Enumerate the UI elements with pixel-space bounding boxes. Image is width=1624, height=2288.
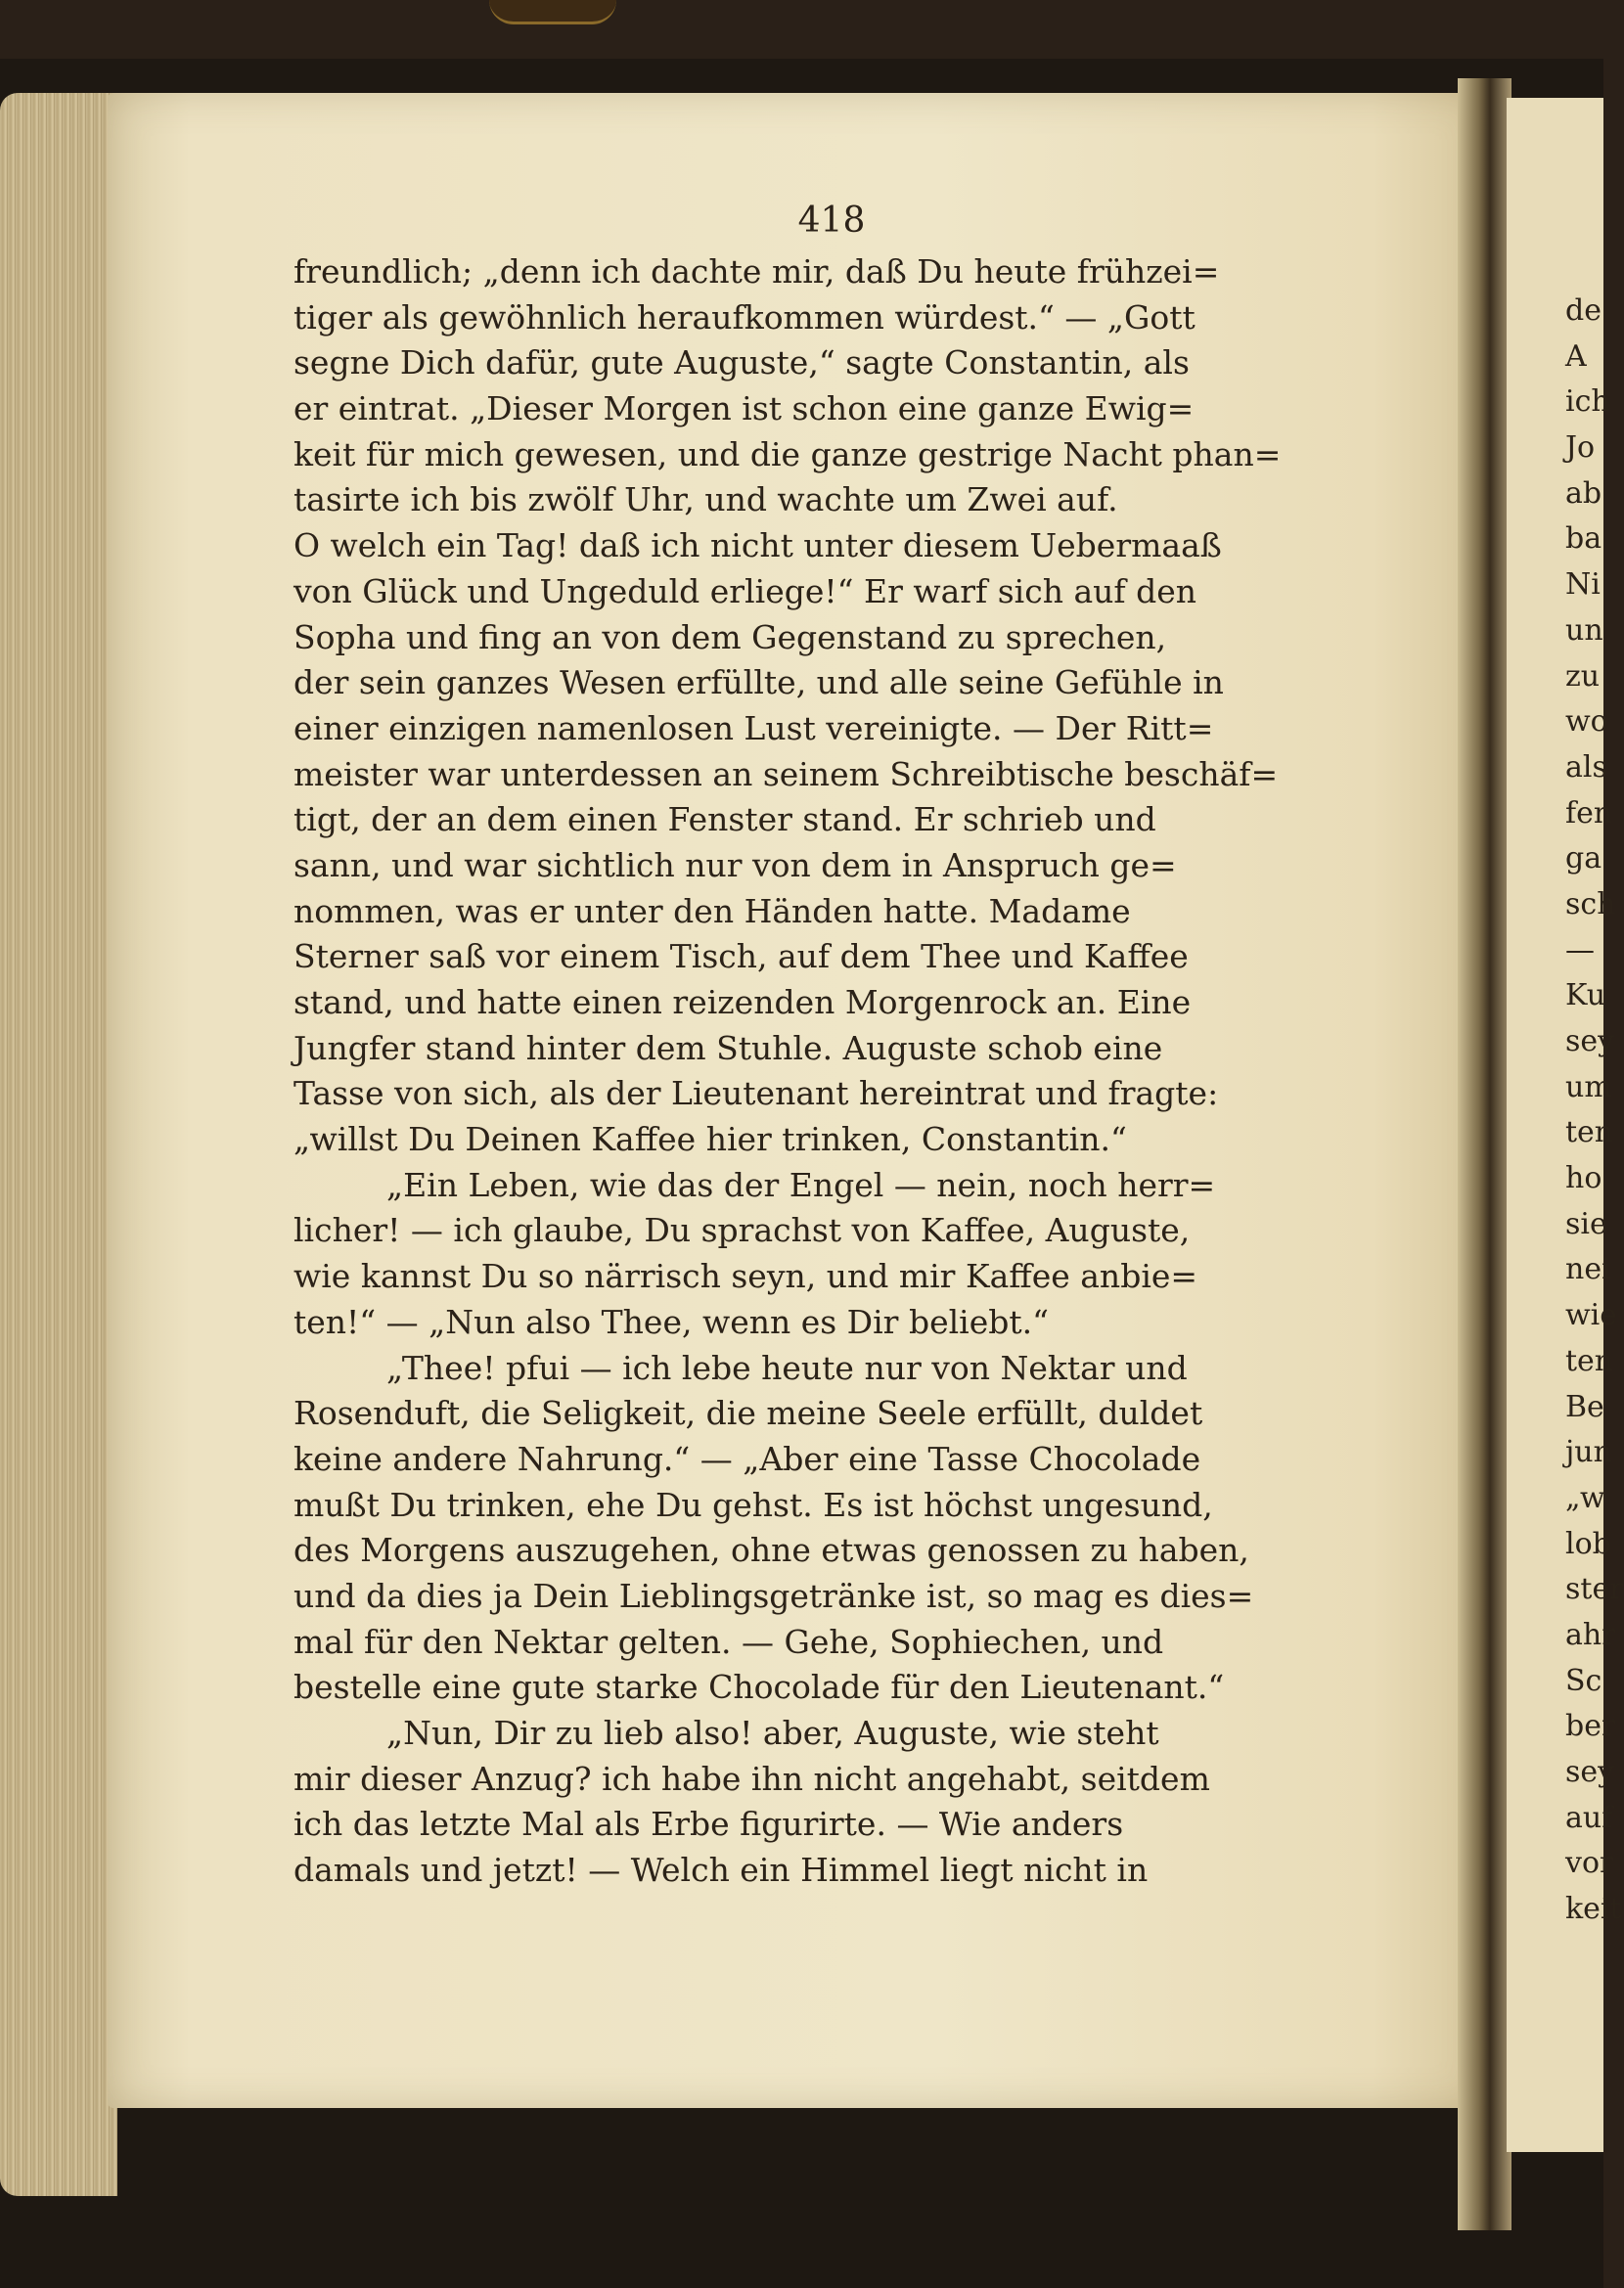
text-line: nommen, was er unter den Händen hatte. Madame bbox=[293, 891, 1131, 930]
right-page-fragment: als bbox=[1565, 749, 1607, 785]
text-line: von Glück und Ungeduld erliege!“ Er warf sich auf den bbox=[293, 571, 1197, 610]
right-page-fragment: ga bbox=[1565, 841, 1602, 876]
body-text bbox=[293, 249, 1370, 1894]
right-page-fragment: ten bbox=[1565, 1343, 1614, 1378]
text-line: Jungfer stand hinter dem Stuhle. Auguste schob eine bbox=[293, 1028, 1163, 1067]
right-page-fragment: lob bbox=[1565, 1526, 1611, 1561]
right-page-fragment: ster bbox=[1565, 1572, 1624, 1607]
text-line: ich das letzte Mal als Erbe figurirte. — Wie anders bbox=[293, 1805, 1124, 1844]
text-line: „Thee! pfui — ich lebe heute nur von Nektar und bbox=[386, 1348, 1188, 1387]
right-page-fragment: zu bbox=[1565, 658, 1601, 694]
text-line: mal für den Nektar gelten. — Gehe, Sophiechen, und bbox=[293, 1622, 1164, 1661]
page-edges bbox=[0, 93, 117, 2196]
right-page-fragment: Ku bbox=[1565, 978, 1606, 1013]
text-line: und da dies ja Dein Lieblingsgetränke ist, so mag es dies= bbox=[293, 1576, 1254, 1615]
text-line: licher! — ich glaube, Du sprachst von Kaffee, Auguste, bbox=[293, 1211, 1191, 1250]
text-line: ten!“ — „Nun also Thee, wenn es Dir beliebt.“ bbox=[293, 1302, 1049, 1341]
text-line: keine andere Nahrung.“ — „Aber eine Tasse Chocolade bbox=[293, 1439, 1201, 1478]
right-page-fragment: un bbox=[1565, 612, 1603, 648]
right-page-fragment: wie bbox=[1565, 1298, 1618, 1333]
right-page-fragment: „w bbox=[1565, 1480, 1605, 1515]
text-line: „Ein Leben, wie das der Engel — nein, noch herr= bbox=[386, 1165, 1216, 1204]
right-page-text bbox=[1565, 289, 1624, 1933]
right-page-fragment: sey bbox=[1565, 1755, 1615, 1789]
text-line: tiger als gewöhnlich heraufkommen würdest.“ — „Gott bbox=[293, 297, 1195, 336]
bookmark-tab bbox=[489, 0, 616, 24]
text-line: der sein ganzes Wesen erfüllte, und alle seine Gefühle in bbox=[293, 663, 1224, 702]
right-page-fragment: — bbox=[1565, 932, 1595, 967]
right-page-fragment: nei bbox=[1565, 1252, 1611, 1287]
text-line: mir dieser Anzug? ich habe ihn nicht angehabt, seitdem bbox=[293, 1759, 1210, 1798]
text-line: damals und jetzt! — Welch ein Himmel liegt nicht in bbox=[293, 1851, 1149, 1890]
right-page-fragment: auf bbox=[1565, 1800, 1613, 1835]
text-line: „Nun, Dir zu lieb also! aber, Auguste, wie steht bbox=[386, 1714, 1159, 1752]
text-line: einer einzigen namenlosen Lust vereinigte. — Der Ritt= bbox=[293, 708, 1214, 747]
text-line: des Morgens auszugehen, ohne etwas genossen zu haben, bbox=[293, 1531, 1249, 1570]
right-page-fragment: sch bbox=[1565, 886, 1616, 921]
right-page-fragment: keit bbox=[1565, 1892, 1622, 1927]
right-page-fragment: fen bbox=[1565, 795, 1613, 830]
text-line: wie kannst Du so närrisch seyn, und mir Kaffee anbie= bbox=[293, 1257, 1198, 1296]
text-line: O welch ein Tag! daß ich nicht unter diesem Uebermaaß bbox=[293, 526, 1222, 565]
right-page-fragment: ich bbox=[1565, 384, 1610, 420]
text-line: er eintrat. „Dieser Morgen ist schon eine ganze Ewig= bbox=[293, 389, 1195, 428]
text-line: Tasse von sich, als der Lieutenant hereintrat und fragte: bbox=[293, 1074, 1219, 1113]
right-page-fragment: vor bbox=[1565, 1846, 1614, 1881]
page-number: 418 bbox=[797, 201, 866, 241]
text-line: keit für mich gewesen, und die ganze gestrige Nacht phan= bbox=[293, 434, 1282, 473]
right-page-fragment: ab bbox=[1565, 475, 1602, 511]
right-page-fragment: ahr bbox=[1565, 1617, 1616, 1652]
text-line: segne Dich dafür, gute Auguste,“ sagte Constantin, als bbox=[293, 343, 1190, 382]
right-page-fragment: Sc bbox=[1565, 1663, 1602, 1698]
text-line: sann, und war sichtlich nur von dem in Anspruch ge= bbox=[293, 845, 1177, 884]
right-page-fragment: ho bbox=[1565, 1161, 1602, 1196]
right-page-fragment: Ni bbox=[1565, 567, 1601, 603]
right-page-fragment: Jo bbox=[1565, 430, 1596, 466]
right-page-fragment: A bbox=[1565, 338, 1587, 374]
text-line: „willst Du Deinen Kaffee hier trinken, Constantin.“ bbox=[293, 1120, 1127, 1159]
text-line: meister war unterdessen an seinem Schreibtische beschäf= bbox=[293, 754, 1279, 793]
right-page-fragment: sie bbox=[1565, 1206, 1607, 1241]
right-page-fragment: ten bbox=[1565, 1115, 1614, 1150]
right-page-fragment: ber bbox=[1565, 1709, 1616, 1744]
text-line: freundlich; „denn ich dachte mir, daß Du heute frühzei= bbox=[293, 252, 1220, 291]
text-line: Sterner saß vor einem Tisch, auf dem Thee und Kaffee bbox=[293, 937, 1189, 976]
right-page-fragment: sey bbox=[1565, 1024, 1615, 1058]
right-page-fragment: ba bbox=[1565, 521, 1602, 557]
book-gutter bbox=[1458, 78, 1511, 2230]
right-page-fragment: wo bbox=[1565, 704, 1608, 740]
text-line: tasirte ich bis zwölf Uhr, und wachte um Zwei auf. bbox=[293, 480, 1118, 519]
text-line: Rosenduft, die Seligkeit, die meine Seele erfüllt, duldet bbox=[293, 1394, 1203, 1433]
right-page-fragment: de bbox=[1565, 293, 1601, 328]
text-line: Sopha und fing an von dem Gegenstand zu sprechen, bbox=[293, 617, 1167, 656]
text-line: stand, und hatte einen reizenden Morgenrock an. Eine bbox=[293, 983, 1192, 1021]
text-line: bestelle eine gute starke Chocolade für den Lieutenant.“ bbox=[293, 1668, 1225, 1707]
right-page-fragment: Be bbox=[1565, 1389, 1604, 1424]
text-line: mußt Du trinken, ehe Du gehst. Es ist höchst ungesund, bbox=[293, 1485, 1213, 1524]
right-page-fragment: um bbox=[1565, 1069, 1612, 1104]
right-page-fragment: jun bbox=[1565, 1435, 1612, 1470]
text-line: tigt, der an dem einen Fenster stand. Er schrieb und bbox=[293, 800, 1156, 839]
